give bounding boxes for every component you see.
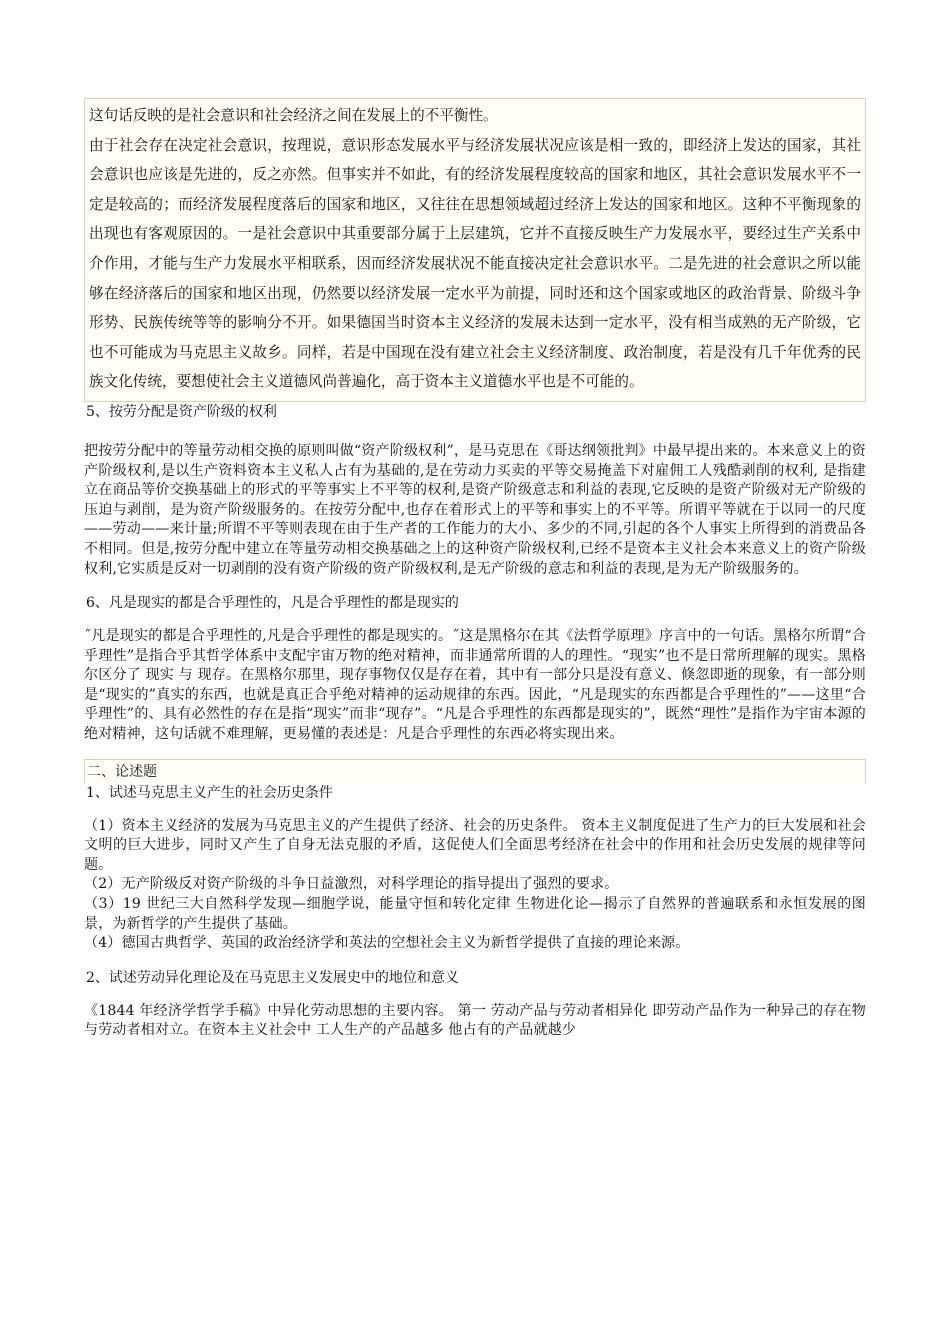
box-line-1: 这句话反映的是社会意识和社会经济之间在发展上的不平衡性。 — [89, 107, 498, 124]
question-6-answer: ˝凡是现实的都是合乎理性的,凡是合乎理性的都是现实的。˝这是黑格尔在其《法哲学原理》序言中的一句话。黑格尔所谓“合乎理性”是指合乎其哲学体系中支配宇宙万物的绝对精神，而非通常所谓的人的理性。“现实”也不是日常所理解的现实。黑格尔区分了 现实 与 现存。在黑格尔那里，现存事物仅仅是存在着，其中有一部分只是没有意义、倏忽即逝的现象，有一部分则是“现实的”真实的东西，也就是真正合乎绝对精神的运动规律的东西。因此，“凡是现实的东西都是合乎理性的”——这里“合乎理性”的、具有必然性的存在是指“现实”而非“现存”。“凡是合乎理性的东西都是现实的”，既然“理性”是指作为宇宙本源的绝对精神，这句话就不难理解，更易懂的表述是：凡是合乎理性的东西必将实现出来。 — [84, 628, 866, 743]
essay-1-item-2: （2）无产阶级反对资产阶级的斗争日益激烈，对科学理论的指导提出了强烈的要求。 — [84, 876, 619, 893]
essay-1-item-4: （4）德国古典哲学、英国的政治经济学和英法的空想社会主义为新哲学提供了直接的理论来源。 — [84, 935, 690, 952]
section-title-essay: 二、论述题 — [84, 759, 866, 783]
essay-1-item-1: （1）资本主义经济的发展为马克思主义的产生提供了经济、社会的历史条件。 资本主义制度促进了生产力的巨大发展和社会文明的巨大进步，同时又产生了自身无法克服的矛盾，这促使人们全面思考经济在社会中的作用和社会历史发展的规律等问题。 — [84, 817, 866, 873]
question-5-answer: 把按劳分配中的等量劳动相交换的原则叫做“资产阶级权利”，是马克思在《哥达纲领批判》中最早提出来的。本来意义上的资产阶级权利,是以生产资料资本主义私人占有为基础的,是在劳动力买卖的平等交易掩盖下对雇佣工人残酷剥削的权利, 是指建立在商品等价交换基础上的形式的平等事实上不平等的权利,是资产阶级意志和利益的表现,它反映的是资产阶级对无产阶级的压迫与剥削，是为资产阶级服务的。在按劳分配中,也存在着形式上的平等和事实上的不平等。所谓平等就在于以同一的尺度——劳动——来计量;所谓不平等则表现在由于生产者的工作能力的大小、多少的不同,引起的各个人事实上所得到的消费品各不相同。但是,按劳分配中建立在等量劳动相交换基础之上的这种资产阶级权利,已经不是资本主义社会本来意义上的资产阶级权利,它实质是反对一切剥削的没有资产阶级的资产阶级权利,是无产阶级的意志和利益的表现,是为无产阶级服务的。 — [84, 442, 866, 577]
question-5-heading: 5、按劳分配是资产阶级的权利 — [86, 403, 277, 420]
answer-box — [84, 98, 866, 402]
essay-2-heading: 2、试述劳动异化理论及在马克思主义发展史中的地位和意义 — [86, 969, 459, 986]
essay-1-item-3: （3）19 世纪三大自然科学发现—细胞学说，能量守恒和转化定律 生物进化论—揭示了自然界的普遍联系和永恒发展的图景，为新哲学的产生提供了基础。 — [84, 896, 866, 932]
box-paragraph: 由于社会存在决定社会意识，按理说，意识形态发展水平与经济发展状况应该是相一致的，即经济上发达的国家，其社会意识也应该是先进的，反之亦然。但事实并不如此，有的经济发展程度较高的国家和地区，其社会意识发展水平不一定是较高的；而经济发展程度落后的国家和地区，又往往在思想领域超过经济上发达的国家和地区。这种不平衡现象的出现也有客观原因的。一是社会意识中其重要部分属于上层建筑，它并不直接反映生产力发展水平，要经过生产关系中介作用，才能与生产力发展水平相联系，因而经济发展状况不能直接决定社会意识水平。二是先进的社会意识之所以能够在经济落后的国家和地区出现，仍然要以经济发展一定水平为前提，同时还和这个国家或地区的政治背景、阶级斗争形势、民族传统等等的影响分不开。如果德国当时资本主义经济的发展未达到一定水平，没有相当成熟的无产阶级，它也不可能成为马克思主义故乡。同样，若是中国现在没有建立社会主义经济制度、政治制度，若是没有几千年优秀的民族文化传统，要想使社会主义道德风尚普遍化，高于资本主义道德水平也是不可能的。 — [89, 136, 861, 391]
essay-2-answer: 《1844 年经济学哲学手稿》中异化劳动思想的主要内容。 第一 劳动产品与劳动者相异化 即劳动产品作为一种异己的存在物与劳动者相对立。在资本主义社会中 工人生产的产品越多 他占有的产品就越少 — [84, 1002, 866, 1039]
document-page — [84, 98, 866, 1041]
question-6-heading: 6、凡是现实的都是合乎理性的，凡是合乎理性的都是现实的 — [86, 595, 459, 612]
essay-1-heading: 1、试述马克思主义产生的社会历史条件 — [86, 784, 333, 801]
